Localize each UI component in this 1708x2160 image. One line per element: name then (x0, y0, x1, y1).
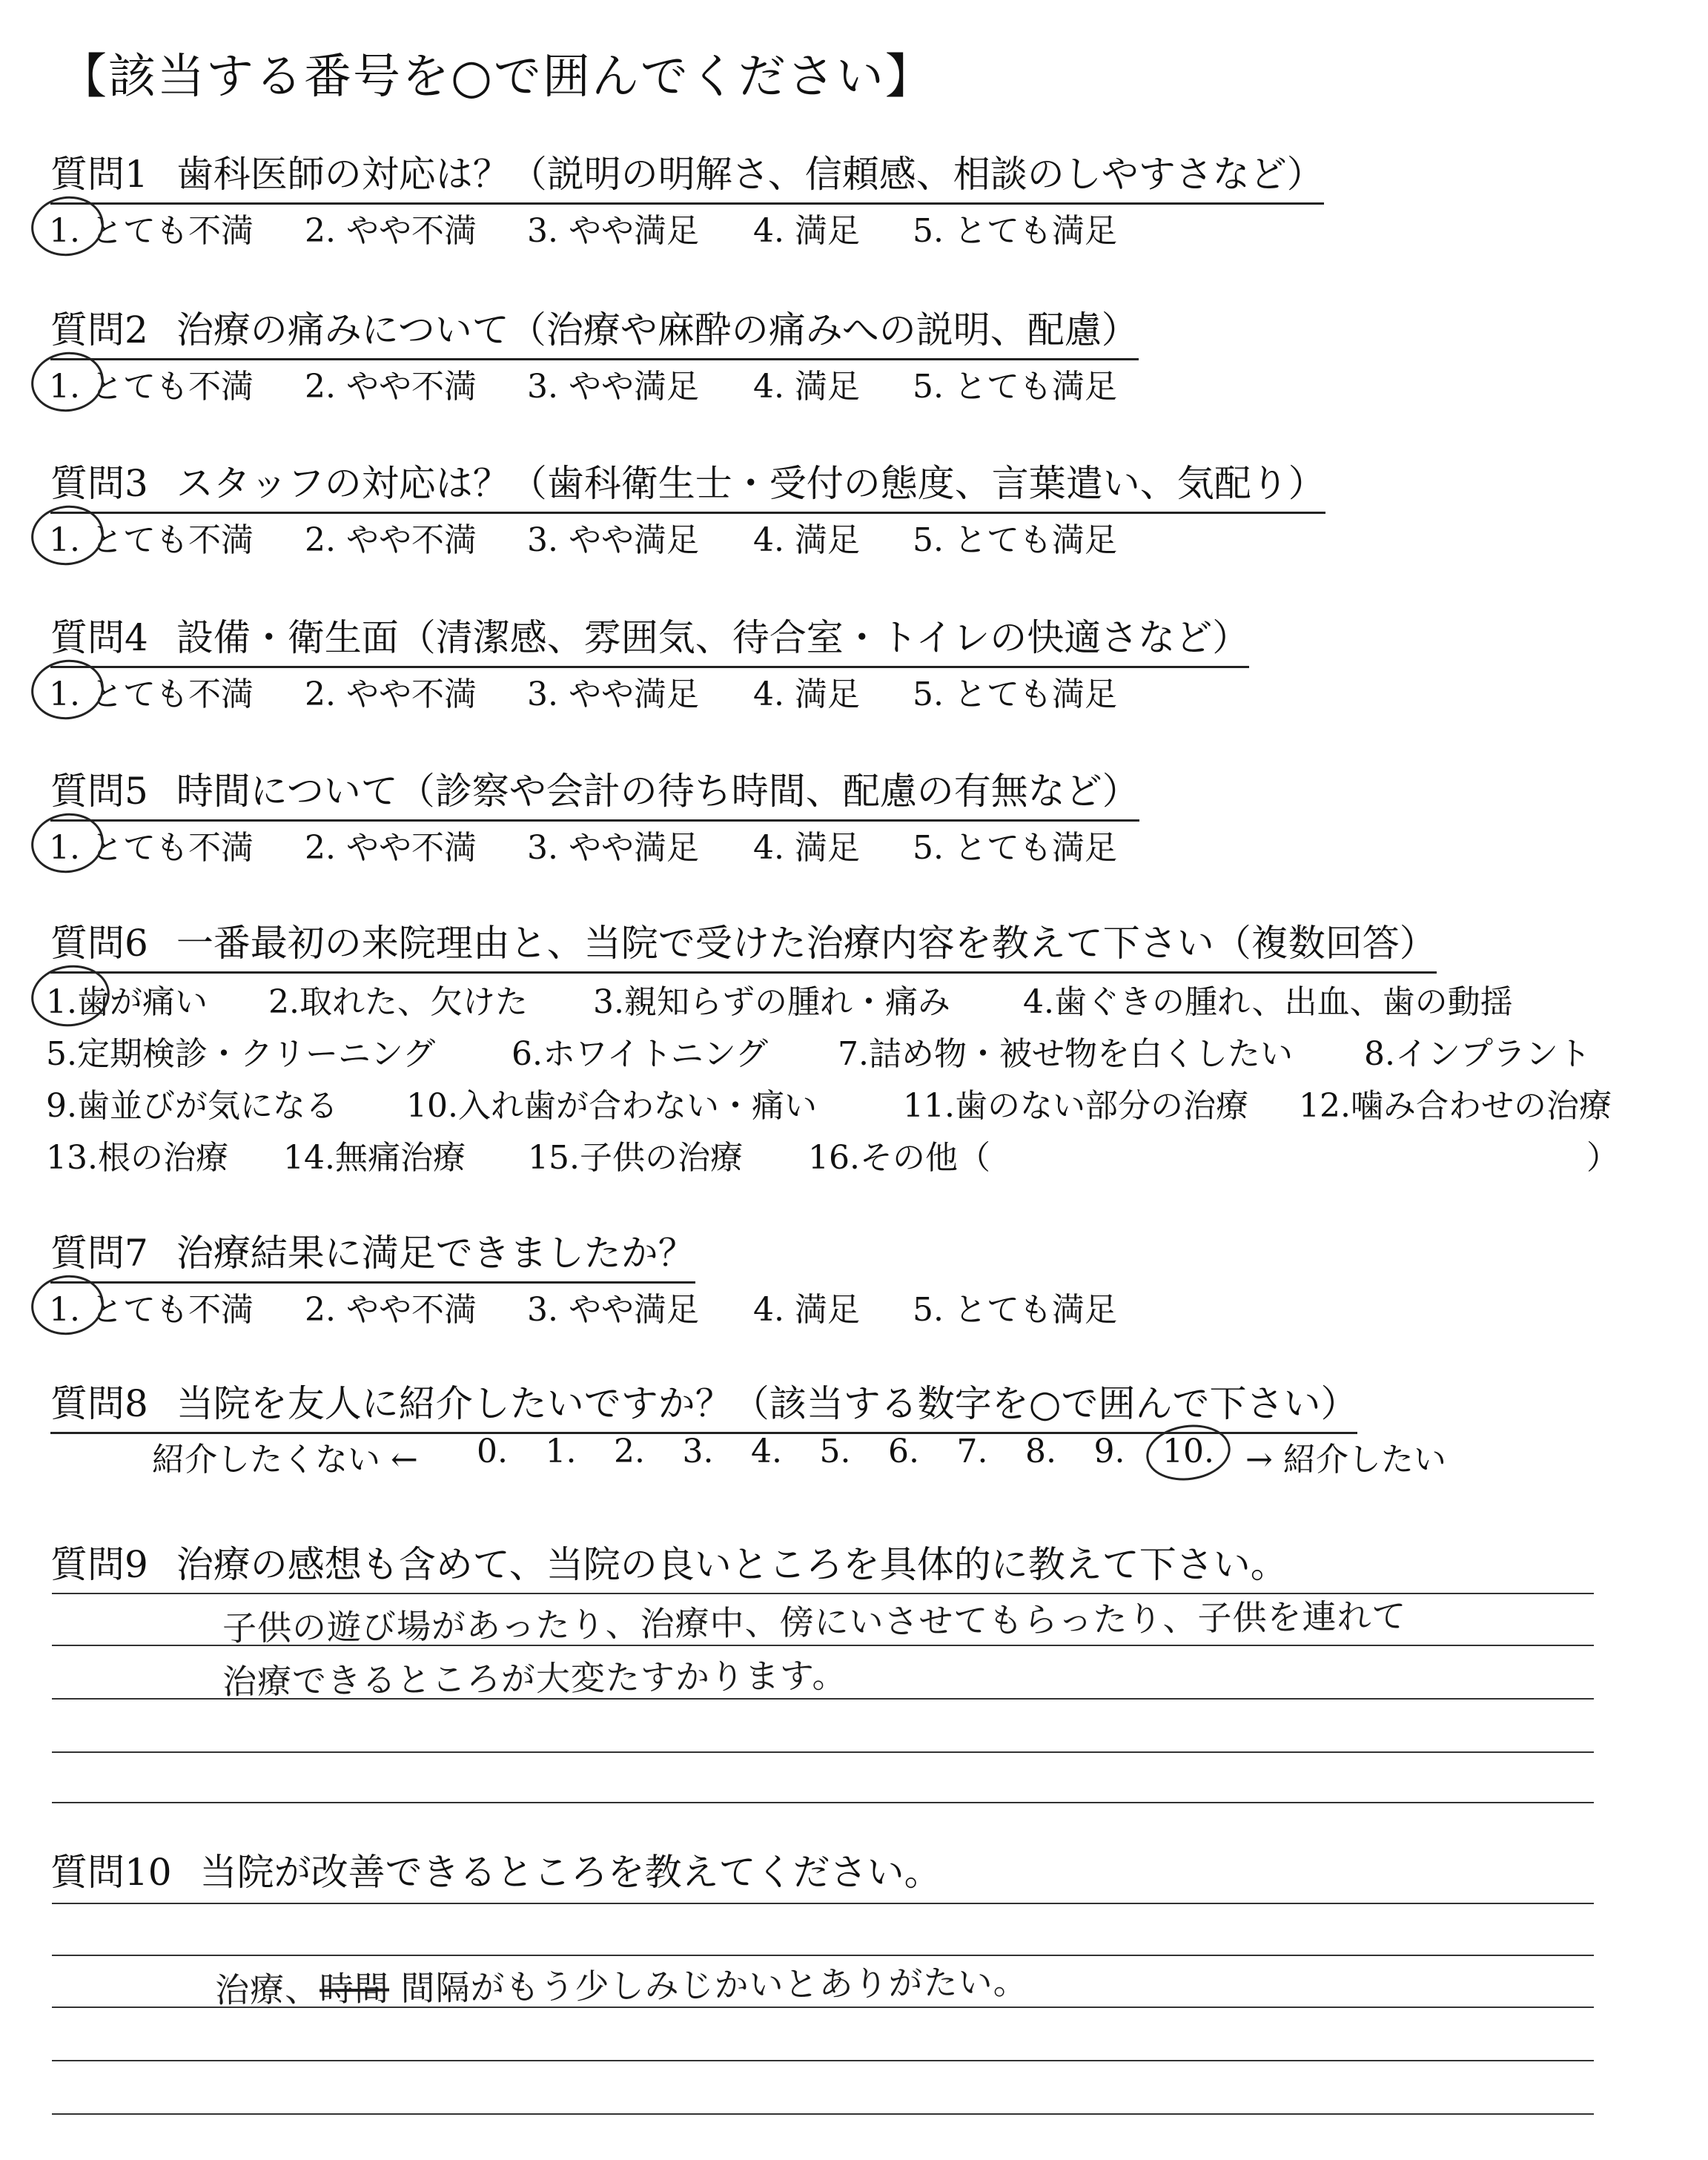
question-9-number: 質問9 (50, 1543, 148, 1586)
q6-option-label: ） (1586, 1139, 1619, 1177)
q10-answer-prefix: 治療、 (214, 1969, 320, 2010)
q6-option-14[interactable] (283, 1131, 466, 1178)
question-5-number: 質問5 (50, 770, 148, 813)
q6-option-label: 根の治療 (97, 1139, 228, 1177)
option-3[interactable]: 3. やや満足 (527, 521, 699, 559)
question-9-text: 治療の感想も含めて、当院の良いところを具体的に教えて下さい。 (176, 1543, 1288, 1586)
question-7-text: 治療結果に満足できましたか？ (176, 1232, 695, 1275)
q6-option-8[interactable] (1364, 1027, 1591, 1074)
question-8-number: 質問8 (50, 1382, 148, 1425)
option-3[interactable]: 3. やや満足 (527, 676, 699, 713)
question-6 (50, 914, 1437, 974)
answer-line (52, 1955, 1594, 1956)
question-5-text: 時間について（診察や会計の待ち時間、配慮の有無など） (176, 770, 1139, 813)
q6-option-label: 噛み合わせの治療 (1350, 1087, 1612, 1125)
q6-option-4[interactable] (1023, 975, 1513, 1023)
q6-option-number: 13. (46, 1139, 98, 1177)
answer-line (52, 2113, 1594, 2115)
question-2-text: 治療の痛みについて（治療や麻酔の痛みへの説明、配慮） (176, 308, 1139, 351)
q10-answer-rest: 間隔がもう少しみじかいとありがたい。 (400, 1961, 1028, 2009)
scale-right-label: → 紹介したい (1245, 1441, 1446, 1479)
question-7 (50, 1223, 695, 1284)
option-1[interactable]: 1. とても不満 (49, 521, 254, 559)
q6-option-number: 7. (838, 1035, 869, 1073)
q6-option-label: 詰め物・被せ物を白くしたい (868, 1035, 1293, 1073)
option-3[interactable]: 3. やや満足 (527, 368, 699, 406)
q6-option-number: 9. (46, 1087, 77, 1125)
q6-option-2[interactable] (268, 975, 528, 1023)
q6-option-label: 歯並びが気になる (76, 1087, 338, 1125)
option-5[interactable]: 5. とても満足 (913, 521, 1117, 559)
question-4-text: 設備・衛生面（清潔感、雰囲気、待合室・トイレの快適さなど） (176, 616, 1250, 659)
scale-number-5[interactable]: 5. (819, 1433, 851, 1470)
q6-option-label: 子供の治療 (579, 1139, 743, 1177)
q6-option-17[interactable] (1586, 1131, 1619, 1178)
question-6-number: 質問6 (50, 922, 148, 965)
q6-option-15[interactable] (528, 1131, 743, 1178)
scale-number-9[interactable]: 9. (1093, 1433, 1125, 1470)
question-10 (50, 1843, 941, 1900)
answer-line (52, 1903, 1594, 1904)
option-1[interactable]: 1. とても不満 (49, 368, 254, 406)
q6-option-number: 3. (593, 983, 624, 1021)
q6-option-label: その他（ (859, 1139, 990, 1177)
q9-handwritten-line-2: 治療できるところが大変たすかります。 (222, 1655, 847, 1702)
question-1-text: 歯科医師の対応は？（説明の明解さ、信頼感、相談のしやすさなど） (176, 153, 1324, 196)
q10-handwritten-answer (215, 1955, 1028, 2012)
q6-option-label: 歯ぐきの腫れ、出血、歯の動揺 (1053, 983, 1513, 1021)
q6-option-number: 4. (1023, 983, 1054, 1021)
question-2-number: 質問2 (50, 308, 148, 351)
scale-left-label: 紹介したくない ← (152, 1441, 418, 1479)
option-4[interactable]: 4. 満足 (753, 829, 860, 867)
option-5[interactable]: 5. とても満足 (913, 1291, 1117, 1329)
option-1[interactable]: 1. とても不満 (49, 212, 254, 250)
question-1 (50, 145, 1324, 205)
answer-line (52, 1802, 1594, 1803)
q10-struck-word: 時間 (319, 1968, 390, 2009)
question-10-text: 当院が改善できるところを教えてください。 (199, 1851, 941, 1894)
scale-number-10[interactable]: 10. (1162, 1433, 1214, 1470)
option-3[interactable]: 3. やや満足 (527, 212, 699, 250)
q6-option-11[interactable] (903, 1079, 1248, 1126)
option-3[interactable]: 3. やや満足 (527, 829, 699, 867)
question-6-text: 一番最初の来院理由と、当院で受けた治療内容を教えて下さい（複数回答） (176, 922, 1437, 965)
q6-option-number: 11. (903, 1087, 955, 1125)
question-1-number: 質問1 (50, 153, 148, 196)
q6-option-16[interactable] (808, 1131, 990, 1178)
q6-option-5[interactable] (46, 1027, 435, 1074)
scale-number-4[interactable]: 4. (751, 1433, 782, 1470)
q6-option-label: 親知らずの腫れ・痛み (623, 983, 950, 1021)
scale-number-7[interactable]: 7. (956, 1433, 988, 1470)
scale-number-1[interactable]: 1. (545, 1433, 577, 1470)
question-2 (50, 300, 1139, 360)
scale-number-2[interactable]: 2. (614, 1433, 645, 1470)
question-4-number: 質問4 (50, 616, 148, 659)
question-8-text: 当院を友人に紹介したいですか？（該当する数字を○で囲んで下さい） (176, 1382, 1358, 1425)
question-7-number: 質問7 (50, 1232, 148, 1275)
scale-number-6[interactable]: 6. (888, 1433, 919, 1470)
q6-option-label: インプラント (1394, 1035, 1591, 1073)
q6-option-number: 1. (46, 983, 77, 1021)
q6-option-label: 定期検診・クリーニング (76, 1035, 436, 1073)
q6-option-12[interactable] (1299, 1079, 1612, 1126)
q6-option-number: 2. (268, 983, 299, 1021)
q6-option-9[interactable] (46, 1079, 338, 1126)
question-3-number: 質問3 (50, 462, 148, 505)
q6-option-3[interactable] (593, 975, 950, 1023)
option-5[interactable]: 5. とても満足 (913, 829, 1117, 867)
q6-option-label: 歯が痛い (76, 983, 208, 1021)
question-3 (50, 454, 1325, 514)
option-5[interactable]: 5. とても満足 (913, 676, 1117, 713)
option-4[interactable]: 4. 満足 (753, 368, 860, 406)
question-5 (50, 762, 1139, 822)
scale-number-3[interactable]: 3. (682, 1433, 714, 1470)
scale-number-0[interactable]: 0. (477, 1433, 508, 1470)
q6-option-number: 14. (283, 1139, 335, 1177)
question-4 (50, 608, 1249, 668)
option-5[interactable]: 5. とても満足 (913, 212, 1117, 250)
q6-option-label: 取れた、欠けた (299, 983, 528, 1021)
option-2[interactable]: 2. やや不満 (305, 829, 477, 867)
option-5[interactable]: 5. とても満足 (913, 368, 1117, 406)
answer-line (52, 1751, 1594, 1753)
q6-option-13[interactable] (46, 1131, 228, 1178)
option-2[interactable]: 2. やや不満 (305, 368, 477, 406)
option-1[interactable]: 1. とても不満 (49, 829, 254, 867)
option-2[interactable]: 2. やや不満 (305, 676, 477, 713)
q6-option-label: ホワイトニング (542, 1035, 769, 1073)
question-10-number: 質問10 (50, 1851, 172, 1894)
option-2[interactable]: 2. やや不満 (305, 212, 477, 250)
q9-handwritten-line-1: 子供の遊び場があったり、治療中、傍にいさせてもらったり、子供を連れて (222, 1596, 1407, 1648)
option-4[interactable]: 4. 満足 (753, 1291, 860, 1329)
q6-option-label: 入れ歯が合わない・痛い (457, 1087, 817, 1125)
q6-option-number: 10. (406, 1087, 458, 1125)
page-title: 【該当する番号を○で囲んでください】 (59, 50, 934, 105)
question-3-text: スタッフの対応は？（歯科衛生士・受付の態度、言葉遣い、気配り） (176, 462, 1325, 505)
option-3[interactable]: 3. やや満足 (527, 1291, 699, 1329)
question-8 (50, 1374, 1357, 1434)
q6-option-number: 15. (528, 1139, 580, 1177)
q6-option-number: 6. (512, 1035, 543, 1073)
q6-option-label: 歯のない部分の治療 (954, 1087, 1248, 1125)
q6-option-label: 無痛治療 (334, 1139, 466, 1177)
q6-option-number: 12. (1299, 1087, 1351, 1125)
option-1[interactable]: 1. とても不満 (49, 1291, 254, 1329)
option-4[interactable]: 4. 満足 (753, 676, 860, 713)
answer-line (52, 2060, 1594, 2061)
option-2[interactable]: 2. やや不満 (305, 1291, 477, 1329)
scale-number-8[interactable]: 8. (1025, 1433, 1056, 1470)
q6-option-number: 8. (1364, 1035, 1395, 1073)
q6-option-number: 5. (46, 1035, 77, 1073)
option-4[interactable]: 4. 満足 (753, 521, 860, 559)
q6-option-6[interactable] (512, 1027, 768, 1074)
q6-option-7[interactable] (838, 1027, 1293, 1074)
option-1[interactable]: 1. とても不満 (49, 676, 254, 713)
option-2[interactable]: 2. やや不満 (305, 521, 477, 559)
q6-option-10[interactable] (406, 1079, 817, 1126)
question-9 (50, 1535, 1288, 1593)
q6-option-number: 16. (808, 1139, 860, 1177)
option-4[interactable]: 4. 満足 (753, 212, 860, 250)
